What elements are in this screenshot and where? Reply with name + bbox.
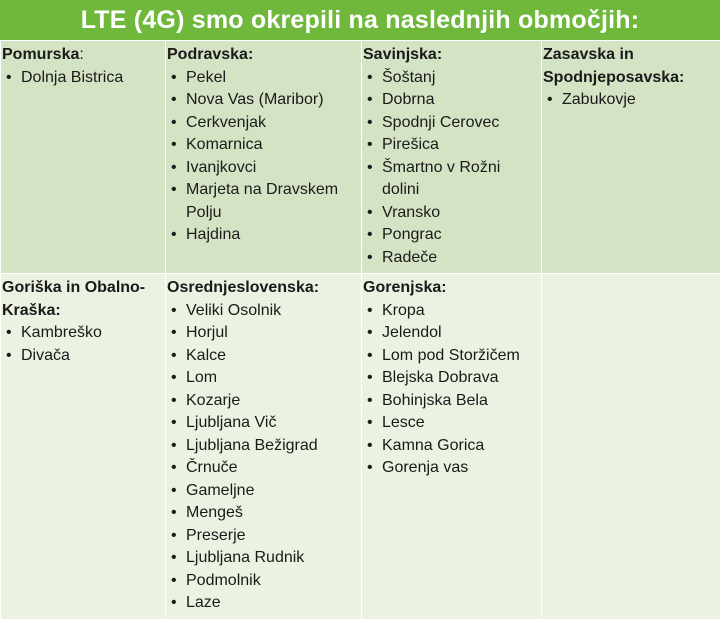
town-list xyxy=(167,67,361,247)
region-name: Savinjska: xyxy=(363,46,442,63)
town-item: • Vransko xyxy=(363,202,541,225)
region-cell xyxy=(166,41,362,274)
town-item: • Preserje xyxy=(167,525,361,548)
region-name: Pomurska xyxy=(2,46,79,63)
town-item: • Blejska Dobrava xyxy=(363,367,541,390)
town-item: • Radeče xyxy=(363,247,541,270)
region-cell xyxy=(1,41,166,274)
town-item: • Šoštanj xyxy=(363,67,541,90)
region-cell xyxy=(1,274,166,620)
region-cell xyxy=(362,41,542,274)
region-title xyxy=(363,277,541,300)
town-item: • Mengeš xyxy=(167,502,361,525)
town-item: • Komarnica xyxy=(167,134,361,157)
town-item: • Nova Vas (Maribor) xyxy=(167,89,361,112)
region-title xyxy=(2,277,165,322)
region-title xyxy=(167,277,361,300)
region-cell xyxy=(542,41,720,274)
region-title xyxy=(363,44,541,67)
region-title xyxy=(2,44,165,67)
region-name: Podravska: xyxy=(167,46,253,63)
town-item: • Lom pod Storžičem xyxy=(363,345,541,368)
town-item: • Kambreško xyxy=(2,322,165,345)
region-name: Zasavska in Spodnjeposavska: xyxy=(543,46,684,86)
town-item: • Laze xyxy=(167,592,361,615)
region-title xyxy=(543,44,720,89)
town-item: • Kropa xyxy=(363,300,541,323)
town-item: • Dobrna xyxy=(363,89,541,112)
regions-row xyxy=(1,41,720,274)
town-item: • Gorenja vas xyxy=(363,457,541,480)
town-item: • Pirešica xyxy=(363,134,541,157)
town-item: • Spodnji Cerovec xyxy=(363,112,541,135)
town-item: • Lom xyxy=(167,367,361,390)
region-name: Gorenjska: xyxy=(363,279,447,296)
town-list xyxy=(2,322,165,367)
region-name-suffix: : xyxy=(79,46,83,63)
town-item: • Pongrac xyxy=(363,224,541,247)
town-item: • Cerkvenjak xyxy=(167,112,361,135)
town-item: • Marjeta na Dravskem Polju xyxy=(167,179,361,224)
town-item: • Ljubljana Rudnik xyxy=(167,547,361,570)
town-item: • Lesce xyxy=(363,412,541,435)
page-title: LTE (4G) smo okrepili na naslednjih območjih: xyxy=(81,6,640,35)
town-list xyxy=(363,300,541,480)
town-item: • Horjul xyxy=(167,322,361,345)
town-list xyxy=(363,67,541,270)
region-name: Osrednjeslovenska: xyxy=(167,279,319,296)
town-item: • Ljubljana Bežigrad xyxy=(167,435,361,458)
regions-table xyxy=(0,40,720,620)
region-cell xyxy=(166,274,362,620)
empty-cell xyxy=(542,274,720,620)
region-cell xyxy=(362,274,542,620)
town-item: • Gameljne xyxy=(167,480,361,503)
town-item: • Dolnja Bistrica xyxy=(2,67,165,90)
regions-row xyxy=(1,274,720,620)
town-item: • Jelendol xyxy=(363,322,541,345)
region-title xyxy=(167,44,361,67)
town-item: • Zabukovje xyxy=(543,89,720,112)
town-item: • Kamna Gorica xyxy=(363,435,541,458)
town-item: • Pekel xyxy=(167,67,361,90)
town-item: • Podmolnik xyxy=(167,570,361,593)
town-list xyxy=(2,67,165,90)
region-name: Goriška in Obalno-Kraška: xyxy=(2,279,145,319)
town-list xyxy=(543,89,720,112)
town-item: • Kalce xyxy=(167,345,361,368)
town-list xyxy=(167,300,361,615)
town-item: • Hajdina xyxy=(167,224,361,247)
town-item: • Bohinjska Bela xyxy=(363,390,541,413)
town-item: • Šmartno v Rožni dolini xyxy=(363,157,541,202)
town-item: • Kozarje xyxy=(167,390,361,413)
town-item: • Veliki Osolnik xyxy=(167,300,361,323)
header-banner xyxy=(0,0,720,40)
town-item: • Črnuče xyxy=(167,457,361,480)
town-item: • Divača xyxy=(2,345,165,368)
town-item: • Ivanjkovci xyxy=(167,157,361,180)
town-item: • Ljubljana Vič xyxy=(167,412,361,435)
